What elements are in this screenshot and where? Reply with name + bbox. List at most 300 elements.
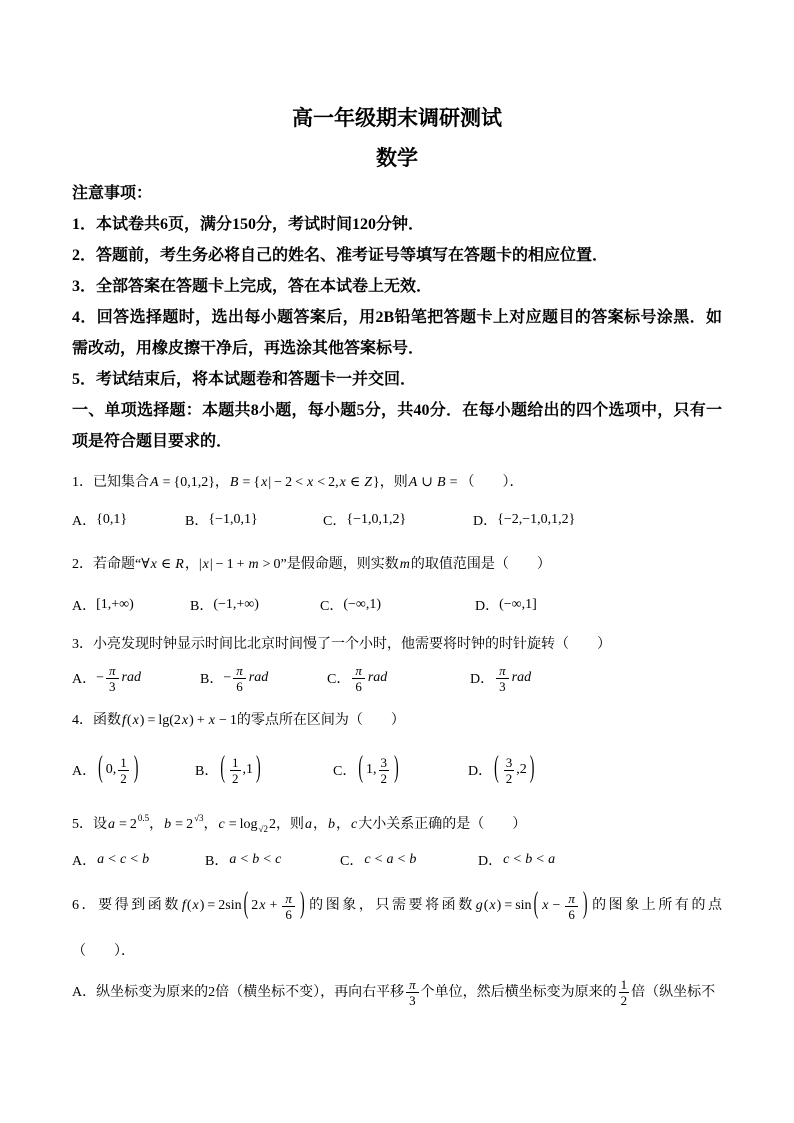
question-5 <box>72 803 722 843</box>
question-number: 1． <box>72 475 93 490</box>
math-variable: a <box>386 852 394 867</box>
math-variable: x <box>259 898 266 913</box>
math-text: (−1,+∞) <box>213 597 259 612</box>
question-text <box>93 633 611 653</box>
option-label: A． <box>72 672 97 687</box>
math-operator: < <box>513 852 522 867</box>
option-label: A． <box>72 854 97 869</box>
option-a <box>72 585 134 625</box>
exam-subject: 数学 <box>376 146 418 170</box>
fraction-numerator <box>233 663 246 679</box>
option-content <box>499 597 537 613</box>
fraction-denominator <box>107 679 118 694</box>
math-text: {0,1,2} <box>173 475 215 490</box>
option-a <box>72 500 127 540</box>
math-text: （ ）． <box>72 944 135 959</box>
fraction-denominator <box>353 679 364 694</box>
math-variable: x <box>202 557 209 572</box>
fraction-numerator <box>282 891 295 907</box>
option-content <box>96 852 150 868</box>
math-variable: rad <box>121 670 141 686</box>
math-text: ) <box>199 898 205 914</box>
option-content <box>208 512 257 528</box>
fraction-numerator <box>352 663 365 679</box>
math-fraction <box>379 755 390 786</box>
question-1 <box>72 461 722 501</box>
option-b <box>205 840 282 880</box>
math-fraction <box>504 755 515 786</box>
option-content <box>502 852 556 868</box>
math-text: } <box>372 475 380 490</box>
math-text: 纵坐标变为原来的2倍（横坐标不变），再向右平移 <box>96 985 405 1000</box>
option-b <box>195 744 263 796</box>
question-text <box>93 471 523 491</box>
math-operator: = <box>175 817 184 832</box>
math-text: 0, <box>105 762 117 777</box>
question-4 <box>72 699 722 739</box>
math-text: 0”是假命题，则实数 <box>273 557 399 572</box>
math-text: 小亮发现时钟显示时间比北京时间慢了一个小时，他需要将时钟的时针旋转（ ） <box>93 637 611 652</box>
math-variable: b <box>525 852 533 867</box>
option-label: B． <box>185 514 209 529</box>
math-operator: < <box>263 852 272 867</box>
math-variable: c <box>503 852 510 867</box>
option-label: D． <box>475 599 500 614</box>
math-variable: a <box>548 852 556 867</box>
math-variable: b <box>252 852 260 867</box>
option-content <box>346 512 406 528</box>
math-operator: + <box>269 898 278 913</box>
math-text: ， <box>214 475 229 490</box>
math-text: lg(2 <box>158 713 181 728</box>
math-text: (−∞,1] <box>499 597 537 612</box>
math-variable: x <box>339 475 346 490</box>
math-paren-group <box>98 752 139 786</box>
math-fraction <box>619 977 630 1008</box>
math-text: （ ）． <box>460 475 524 490</box>
fraction-denominator <box>566 907 577 922</box>
option-d <box>478 840 556 880</box>
math-variable: c <box>120 852 127 867</box>
instruction-item-5: 5．考试结束后，将本试题卷和答题卡一并交回． <box>72 371 417 388</box>
paren-content <box>225 755 256 786</box>
math-text: ，则 <box>275 817 304 832</box>
math-text: 的零点所在区间为（ ） <box>236 713 405 728</box>
option-a <box>72 658 142 698</box>
math-text: 1 <box>620 977 628 993</box>
math-paren-group <box>220 752 261 786</box>
instruction-item-3: 3．全部答案在答题卡上完成，答在本试卷上无效． <box>72 278 433 295</box>
paren-content <box>538 883 583 929</box>
math-operator: ∈ <box>349 475 361 490</box>
math-text: {−2,−1,0,1,2} <box>497 512 576 527</box>
option-d <box>468 744 536 796</box>
math-variable: c <box>275 852 282 867</box>
option-content <box>96 977 716 1009</box>
question-3 <box>72 623 722 663</box>
math-variable: x <box>132 713 139 728</box>
math-text: { <box>253 475 261 490</box>
math-variable: x <box>489 898 496 914</box>
math-text: 2 <box>505 770 513 786</box>
fraction-numerator <box>106 663 119 679</box>
option-label: B． <box>200 672 224 687</box>
instruction-item-1: 1．本试卷共6页，满分150分，考试时间120分钟． <box>72 216 425 233</box>
math-text: ( <box>483 898 489 914</box>
math-operator: = <box>147 713 156 728</box>
question-text <box>93 813 526 833</box>
math-text: 设 <box>93 817 107 832</box>
math-text: 2 <box>268 817 276 832</box>
math-text: 3 <box>505 754 513 770</box>
fraction-numerator <box>504 755 515 771</box>
math-operator: < <box>130 852 139 867</box>
option-a <box>72 973 722 1013</box>
fraction-numerator <box>230 755 241 771</box>
math-variable: m <box>248 557 259 572</box>
paren-left: ( <box>98 752 103 786</box>
math-operator: − <box>215 557 224 572</box>
math-text: ，则 <box>379 475 408 490</box>
math-text: 1, <box>366 762 377 777</box>
math-variable: f <box>122 713 126 728</box>
paren-content <box>499 755 530 786</box>
math-variable: rad <box>367 670 388 686</box>
math-variable: π <box>236 662 243 678</box>
math-text: log <box>239 817 258 832</box>
math-text: 1 <box>229 713 237 728</box>
fraction-denominator <box>379 771 390 786</box>
math-text: − <box>96 670 105 686</box>
math-text: − <box>223 670 232 686</box>
math-text: 2 <box>232 770 239 786</box>
option-content <box>96 512 127 528</box>
question-6-blank <box>72 929 722 975</box>
question-text <box>93 553 551 573</box>
paren-right: ) <box>394 752 399 786</box>
fraction-denominator <box>230 771 241 786</box>
fraction-numerator <box>496 663 509 679</box>
math-text: 2, <box>328 475 339 490</box>
option-label: C． <box>333 764 357 779</box>
question-text <box>98 888 723 922</box>
question-2-options <box>72 585 722 625</box>
option-d <box>473 500 575 540</box>
option-label: A． <box>72 514 97 529</box>
fraction-numerator <box>619 977 630 993</box>
math-paren-group <box>494 752 535 786</box>
question-6 <box>72 883 722 929</box>
math-text: 已知集合 <box>93 475 149 490</box>
math-text: 6 <box>285 906 292 922</box>
option-b <box>190 585 259 625</box>
option-content <box>96 597 134 613</box>
math-operator: + <box>236 557 245 572</box>
option-label: A． <box>72 985 97 1000</box>
math-variable: A <box>150 475 159 490</box>
paren-left: ( <box>533 888 539 922</box>
paren-right: ) <box>256 752 261 786</box>
math-variable: a <box>304 817 312 832</box>
math-subscript: √2 <box>258 824 268 834</box>
fraction-numerator <box>406 977 419 993</box>
instruction-item-2: 2．答题前，考生务必将自己的姓名、准考证号等填写在答题卡的相应位置． <box>72 247 609 264</box>
math-text: 2 <box>620 993 628 1009</box>
math-operator: + <box>196 713 205 728</box>
math-fraction <box>406 977 419 1008</box>
math-text: 函数 <box>93 713 121 728</box>
fraction-denominator <box>407 993 418 1008</box>
paren-content <box>103 755 134 786</box>
question-5-options <box>72 840 722 880</box>
fraction-numerator <box>379 755 390 771</box>
instructions <box>72 178 722 457</box>
math-variable: x <box>192 898 199 914</box>
option-b <box>200 658 269 698</box>
math-superscript: 0.5 <box>137 813 150 823</box>
option-d <box>475 585 537 625</box>
math-fraction <box>233 663 246 694</box>
question-4-options <box>72 744 722 796</box>
math-operator: = <box>504 898 513 914</box>
paren-left: ( <box>358 752 364 786</box>
paren-content <box>248 883 300 929</box>
option-label: D． <box>473 514 498 529</box>
math-variable: b <box>142 852 150 867</box>
math-operator: = <box>207 898 216 914</box>
math-variable: B <box>229 475 239 490</box>
math-variable: m <box>399 557 410 572</box>
option-c <box>340 840 417 880</box>
option-label: D． <box>478 854 503 869</box>
math-text: 的图象上所有的点 <box>589 898 723 914</box>
math-variable: c <box>364 852 371 867</box>
math-operator: = <box>228 817 237 832</box>
math-operator: − <box>552 898 561 913</box>
math-operator: > <box>262 557 271 572</box>
math-variable: π <box>499 662 506 678</box>
math-text: 2sin <box>218 898 242 914</box>
math-text: {−1,0,1,2} <box>346 512 407 527</box>
math-superscript: √3 <box>194 813 204 823</box>
math-variable: π <box>109 662 116 678</box>
math-variable: c <box>218 817 225 832</box>
math-operator: = <box>119 817 127 832</box>
option-label: C． <box>323 514 347 529</box>
math-fraction <box>230 755 241 786</box>
math-text: 2 <box>186 817 194 832</box>
option-c <box>320 585 381 625</box>
fraction-numerator <box>118 755 129 771</box>
math-text: 倍（纵坐标不 <box>631 985 716 1000</box>
math-variable: B <box>437 475 446 490</box>
math-operator: < <box>108 852 117 867</box>
math-text: 大小关系正确的是（ ） <box>358 817 527 832</box>
option-content <box>492 752 536 786</box>
math-text: ) <box>189 713 194 728</box>
paren-right: ) <box>299 888 305 922</box>
math-fraction <box>118 755 129 786</box>
math-text: 的图象，只需要将函数 <box>306 898 475 914</box>
option-content <box>223 663 269 694</box>
math-fraction <box>565 891 578 922</box>
paren-right: ) <box>582 888 588 922</box>
question-number: 3． <box>72 637 93 652</box>
math-variable: Z <box>364 475 372 490</box>
math-operator: < <box>240 852 249 867</box>
paren-right: ) <box>529 752 535 786</box>
fraction-numerator <box>565 891 578 907</box>
option-b <box>185 500 258 540</box>
math-text: ,1 <box>242 762 254 777</box>
math-text: ， <box>149 817 164 832</box>
option-content <box>218 752 262 786</box>
math-operator: = <box>449 475 458 490</box>
math-text: ， <box>203 817 218 832</box>
math-text: 3 <box>109 678 116 694</box>
math-variable: π <box>285 890 292 906</box>
paren-content <box>363 755 394 786</box>
math-variable: x <box>150 557 157 572</box>
question-number: 4． <box>72 713 93 728</box>
math-variable: A <box>408 475 418 490</box>
fraction-denominator <box>504 771 515 786</box>
option-d <box>470 658 532 698</box>
math-variable: π <box>568 890 575 906</box>
math-operator: < <box>397 852 406 867</box>
math-variable: rad <box>511 670 532 686</box>
option-content <box>350 663 388 694</box>
math-fraction <box>496 663 509 694</box>
option-label: C． <box>340 854 364 869</box>
math-text: 个单位，然后横坐标变为原来的 <box>420 985 617 1000</box>
option-label: D． <box>468 764 493 779</box>
question-6-options <box>72 973 722 1013</box>
question-2 <box>72 543 722 583</box>
math-text: 1 <box>232 754 239 770</box>
math-operator: < <box>295 475 303 490</box>
math-operator: = <box>242 475 251 490</box>
instruction-item-4: 4．回答选择题时，选出每小题答案后，用2B铅笔把答题卡上对应题目的答案标号涂黑．如需改动，用橡皮擦干净后，再选涂其他答案标号． <box>72 309 722 357</box>
math-variable: rad <box>248 670 269 686</box>
question-number: 5． <box>72 817 93 832</box>
math-text: ， <box>335 817 350 832</box>
option-label: B． <box>205 854 229 869</box>
math-variable: π <box>355 662 362 678</box>
option-c <box>323 500 406 540</box>
math-operator: ∪ <box>421 475 434 490</box>
math-text: ，| <box>184 557 202 572</box>
math-text: | <box>209 557 213 572</box>
paren-left: ( <box>494 752 499 786</box>
math-operator: < <box>317 475 326 490</box>
paren-left: ( <box>220 752 226 786</box>
paren-right: ) <box>133 752 139 786</box>
math-variable: a <box>97 852 105 867</box>
math-text: 3 <box>409 993 416 1009</box>
option-content <box>228 852 282 868</box>
math-variable: x <box>208 713 215 728</box>
math-variable: π <box>409 977 416 993</box>
math-text: 要得到函数 <box>98 898 181 914</box>
option-c <box>327 658 388 698</box>
math-text: ( <box>126 713 132 728</box>
math-operator: < <box>536 852 545 867</box>
math-fraction <box>106 663 119 694</box>
math-text: 1 <box>226 557 234 572</box>
option-content <box>96 663 142 694</box>
math-variable: c <box>350 817 358 832</box>
math-text: ) <box>139 713 145 728</box>
math-text: 3 <box>380 754 388 770</box>
math-paren-group <box>534 883 588 929</box>
math-variable: x <box>542 898 549 913</box>
math-variable: R <box>175 557 184 572</box>
fraction-denominator <box>619 993 630 1008</box>
section-heading: 一、单项选择题：本题共8小题，每小题5分，共40分．在每小题给出的四个选项中，只有一项是符合题目要求的． <box>72 402 722 450</box>
option-label: A． <box>72 764 97 779</box>
math-operator: = <box>162 475 171 490</box>
math-text: 1 <box>120 754 127 770</box>
math-text: {0,1} <box>96 512 128 527</box>
math-fraction <box>282 891 295 922</box>
math-text: ( <box>186 898 192 914</box>
option-content <box>343 597 381 613</box>
math-text: 2 <box>285 475 293 490</box>
math-variable: f <box>181 898 186 914</box>
option-label: B． <box>195 764 219 779</box>
math-operator: − <box>218 713 227 728</box>
option-a <box>72 744 140 796</box>
math-variable: b <box>164 817 172 832</box>
math-text: 3 <box>499 678 506 694</box>
paren-left: ( <box>243 888 249 922</box>
math-text: ， <box>312 817 327 832</box>
math-text: 若命题“∀ <box>93 557 150 572</box>
question-text <box>93 709 405 729</box>
option-label: B． <box>190 599 214 614</box>
math-text: (−∞,1) <box>343 597 382 612</box>
math-text: 2 <box>251 898 259 913</box>
math-variable: x <box>181 713 189 728</box>
math-text: 2 <box>120 770 127 786</box>
fraction-denominator <box>497 679 508 694</box>
math-paren-group <box>358 752 399 786</box>
option-content <box>494 663 532 694</box>
math-variable: b <box>327 817 335 832</box>
option-label: A． <box>72 599 97 614</box>
instructions-heading: 注意事项： <box>72 185 153 202</box>
option-label: D． <box>470 672 495 687</box>
fraction-denominator <box>118 771 129 786</box>
math-text: 6 <box>355 678 362 694</box>
math-fraction <box>352 663 365 694</box>
option-label: C． <box>320 599 344 614</box>
math-variable: a <box>229 852 237 867</box>
math-text: 6 <box>568 906 575 922</box>
math-paren-group <box>244 883 305 929</box>
math-variable: x <box>306 475 314 490</box>
option-content <box>356 752 400 786</box>
math-text: 的取值范围是（ ） <box>410 557 551 572</box>
math-text: 2 <box>129 817 137 832</box>
option-content <box>96 752 140 786</box>
math-variable: x <box>261 475 268 490</box>
fraction-denominator <box>234 679 245 694</box>
math-text: | <box>268 475 272 490</box>
option-a <box>72 840 150 880</box>
math-text: 2 <box>380 770 388 786</box>
